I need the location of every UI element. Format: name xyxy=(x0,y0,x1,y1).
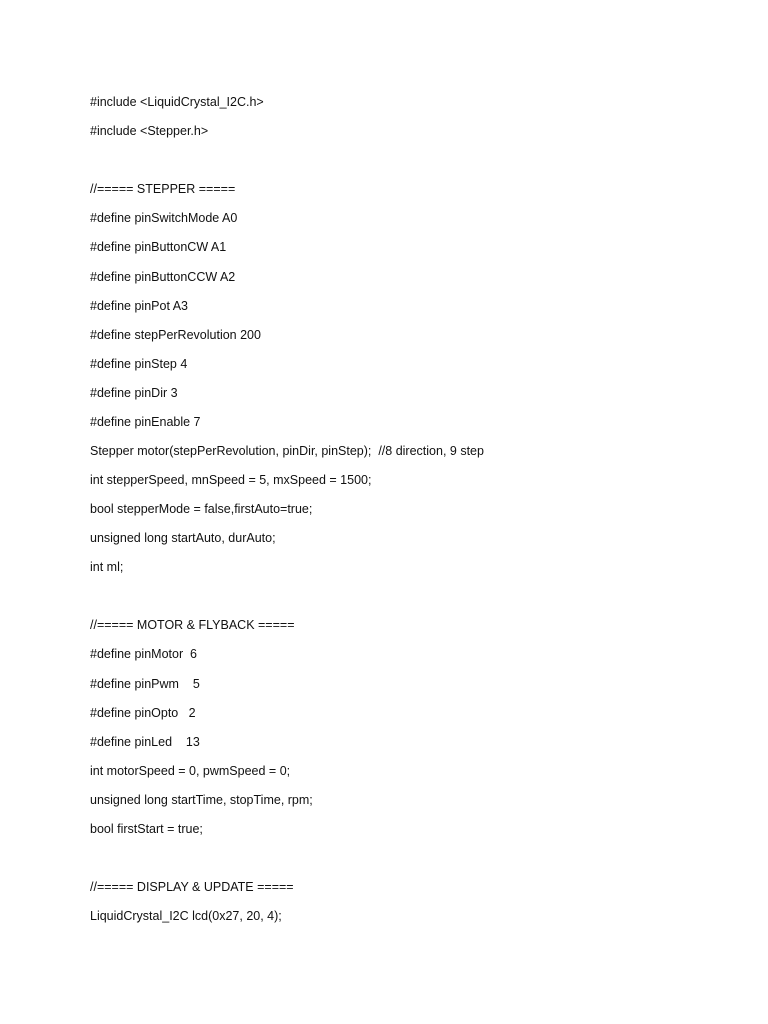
code-line-unsigned-startauto: unsigned long startAuto, durAuto; xyxy=(90,531,276,545)
section-comment-motor: //===== MOTOR & FLYBACK ===== xyxy=(90,618,295,632)
code-line-define-pindir: #define pinDir 3 xyxy=(90,386,178,400)
code-line-define-pot: #define pinPot A3 xyxy=(90,299,188,313)
code-line-int-stepperspeed: int stepperSpeed, mnSpeed = 5, mxSpeed = 1500; xyxy=(90,473,372,487)
code-line-include-stepper: #include <Stepper.h> xyxy=(90,124,209,138)
code-line-stepper-motor: Stepper motor(stepPerRevolution, pinDir, pinStep); //8 direction, 9 step xyxy=(90,444,484,458)
section-comment-display: //===== DISPLAY & UPDATE ===== xyxy=(90,880,294,894)
code-line-bool-steppermode: bool stepperMode = false,firstAuto=true; xyxy=(90,502,313,516)
code-line-define-buttonccw: #define pinButtonCCW A2 xyxy=(90,270,236,284)
code-line-lcd-declaration: LiquidCrystal_I2C lcd(0x27, 20, 4); xyxy=(90,909,282,923)
code-line-define-pinmotor: #define pinMotor 6 xyxy=(90,647,198,661)
code-line-define-pinpwm: #define pinPwm 5 xyxy=(90,677,200,691)
code-line-int-motorspeed: int motorSpeed = 0, pwmSpeed = 0; xyxy=(90,764,291,778)
section-comment-stepper: //===== STEPPER ===== xyxy=(90,182,236,196)
code-line-define-pinenable: #define pinEnable 7 xyxy=(90,415,201,429)
code-line-define-pinled: #define pinLed 13 xyxy=(90,735,200,749)
code-line-define-steprev: #define stepPerRevolution 200 xyxy=(90,328,261,342)
code-line-define-switchmode: #define pinSwitchMode A0 xyxy=(90,211,238,225)
code-line-define-pinstep: #define pinStep 4 xyxy=(90,357,188,371)
code-line-include-lcd: #include <LiquidCrystal_I2C.h> xyxy=(90,95,264,109)
code-line-unsigned-starttime: unsigned long startTime, stopTime, rpm; xyxy=(90,793,313,807)
code-line-int-ml: int ml; xyxy=(90,560,124,574)
code-line-bool-firststart: bool firstStart = true; xyxy=(90,822,203,836)
code-line-define-pinopto: #define pinOpto 2 xyxy=(90,706,196,720)
code-line-define-buttoncw: #define pinButtonCW A1 xyxy=(90,240,227,254)
